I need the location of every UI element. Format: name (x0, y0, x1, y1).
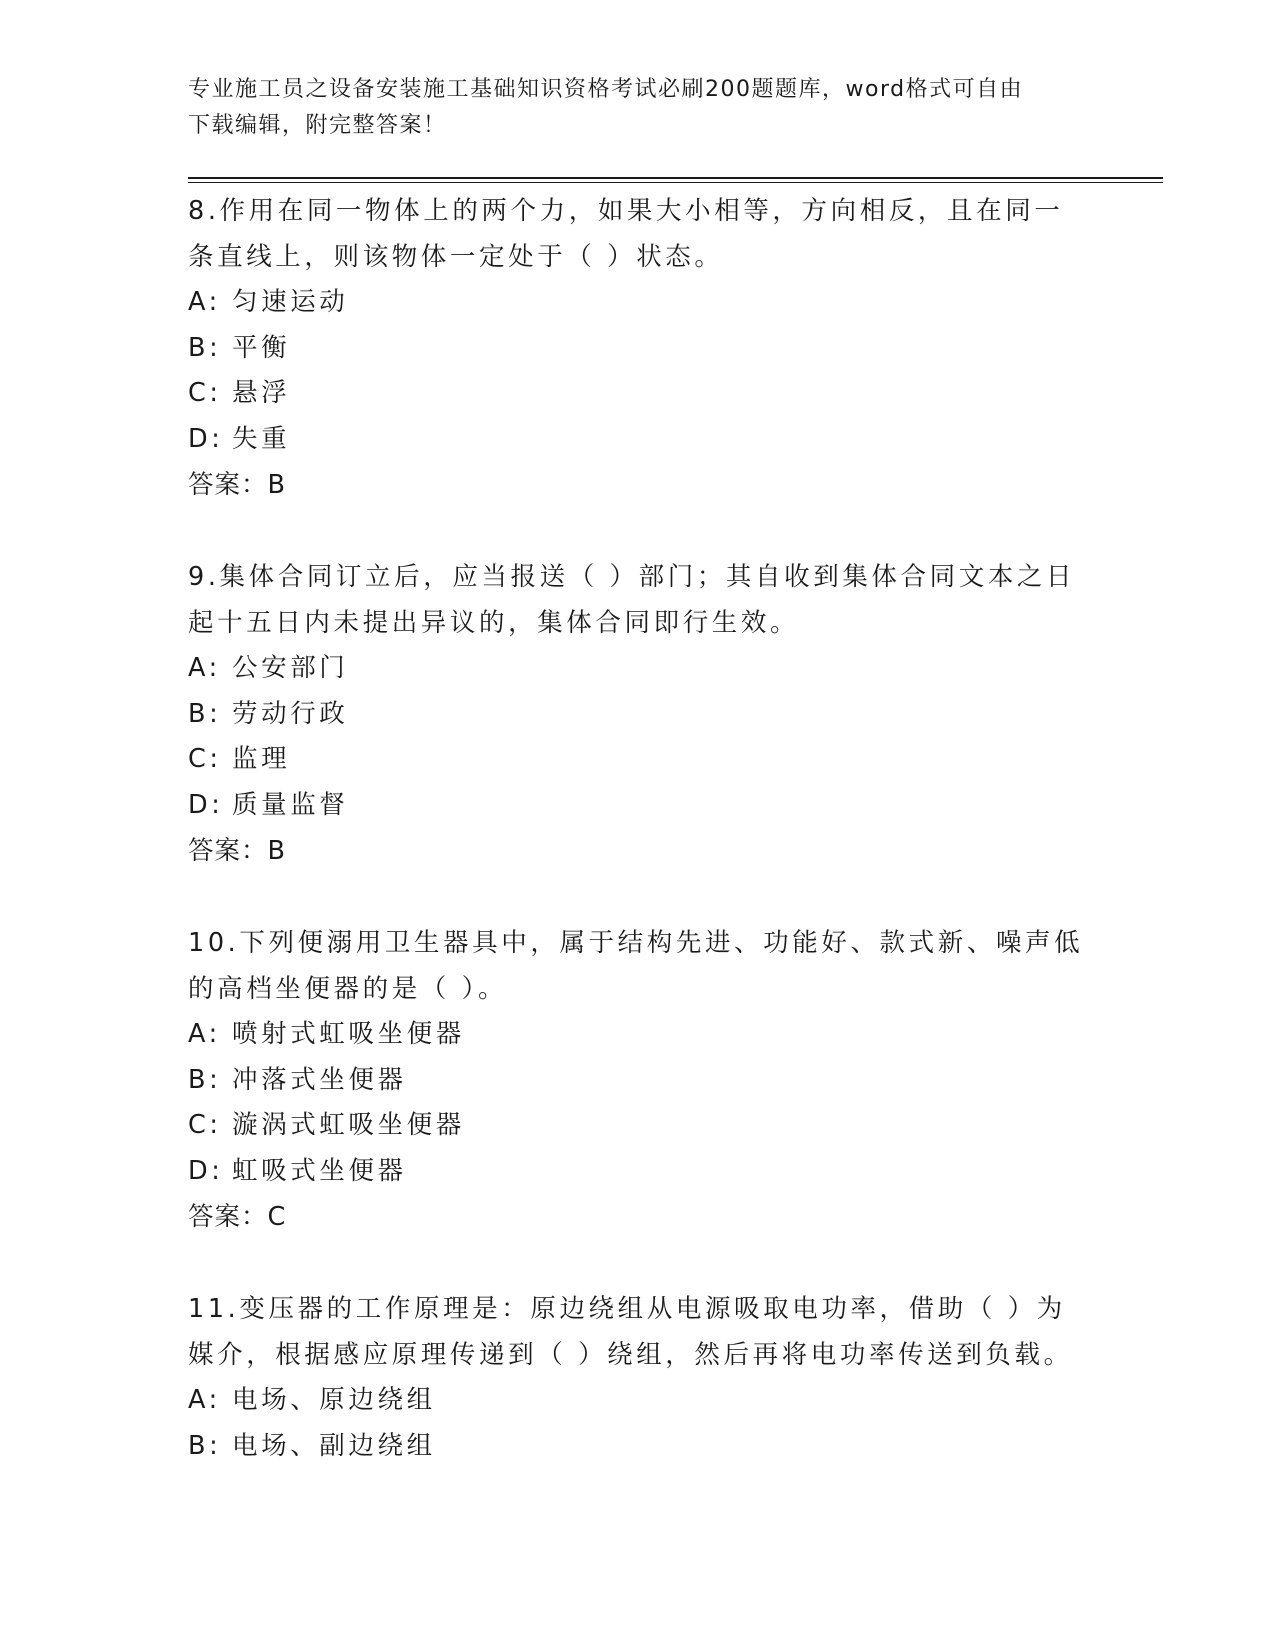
option-text: 劳动行政 (232, 698, 349, 729)
document-header (188, 72, 1078, 144)
question-stem-line: 11.变压器的工作原理是：原边绕组从电源吸取电功率，借助（ ）为 (188, 1294, 1066, 1324)
header-divider-thick (188, 177, 1163, 179)
option-c (188, 1103, 1088, 1149)
option-key: B: (188, 698, 222, 729)
option-d (188, 1149, 1088, 1195)
option-text: 平衡 (232, 332, 291, 363)
option-key: A: (188, 653, 221, 683)
option-text: 质量监督 (232, 789, 349, 820)
header-line-2: 下载编辑，附完整答案！ (188, 113, 447, 138)
option-key: C: (188, 1110, 222, 1140)
option-text: 电场、副边绕组 (232, 1430, 436, 1461)
option-text: 冲落式坐便器 (232, 1064, 407, 1095)
header-line-1: 专业施工员之设备安装施工基础知识资格考试必刷200题题库，word格式可自由 (188, 77, 1024, 102)
header-divider-thin (188, 182, 1163, 183)
option-key: A: (188, 1019, 221, 1049)
option-a (188, 646, 1088, 692)
option-key: A: (188, 1385, 221, 1415)
answer-line: 答案：C (188, 1202, 287, 1232)
option-text: 悬浮 (232, 378, 291, 408)
question-list (188, 188, 1088, 1515)
option-text: 漩涡式虹吸坐便器 (232, 1110, 465, 1140)
option-a (188, 280, 1088, 326)
option-b (188, 1424, 1088, 1470)
option-d (188, 417, 1088, 463)
question-8 (188, 188, 1088, 508)
option-d (188, 783, 1088, 829)
question-stem-line: 10.下列便溺用卫生器具中，属于结构先进、功能好、款式新、噪声低 (188, 928, 1084, 958)
option-c (188, 371, 1088, 417)
option-text: 监理 (232, 744, 291, 774)
question-stem-line: 9.集体合同订立后，应当报送（ ）部门；其自收到集体合同文本之日 (188, 562, 1076, 592)
question-stem-line: 条直线上，则该物体一定处于（ ）状态。 (188, 242, 724, 272)
option-key: C: (188, 378, 222, 408)
option-text: 匀速运动 (232, 287, 349, 317)
option-text: 虹吸式坐便器 (232, 1155, 407, 1186)
option-text: 喷射式虹吸坐便器 (232, 1019, 465, 1049)
question-9 (188, 554, 1088, 874)
option-text: 失重 (232, 423, 291, 454)
option-a (188, 1012, 1088, 1058)
option-key: D: (188, 423, 224, 454)
option-b (188, 1058, 1088, 1104)
answer-line: 答案：B (188, 836, 286, 866)
option-key: D: (188, 1155, 224, 1186)
option-b (188, 326, 1088, 372)
answer-line: 答案：B (188, 470, 286, 500)
option-key: A: (188, 287, 221, 317)
option-key: B: (188, 332, 222, 363)
option-text: 公安部门 (232, 653, 349, 683)
option-key: C: (188, 744, 222, 774)
question-stem-line: 的高档坐便器的是（ ）。 (188, 974, 508, 1004)
option-key: D: (188, 789, 224, 820)
option-text: 电场、原边绕组 (232, 1385, 436, 1415)
question-10 (188, 920, 1088, 1240)
option-key: B: (188, 1430, 222, 1461)
option-c (188, 737, 1088, 783)
option-b (188, 692, 1088, 738)
question-stem-line: 媒介，根据感应原理传递到（ ）绕组，然后再将电功率传送到负载。 (188, 1340, 1073, 1370)
option-a (188, 1378, 1088, 1424)
question-stem-line: 起十五日内未提出异议的，集体合同即行生效。 (188, 608, 800, 638)
option-key: B: (188, 1064, 222, 1095)
question-11 (188, 1286, 1088, 1469)
question-stem-line: 8.作用在同一物体上的两个力，如果大小相等，方向相反，且在同一 (188, 196, 1064, 226)
